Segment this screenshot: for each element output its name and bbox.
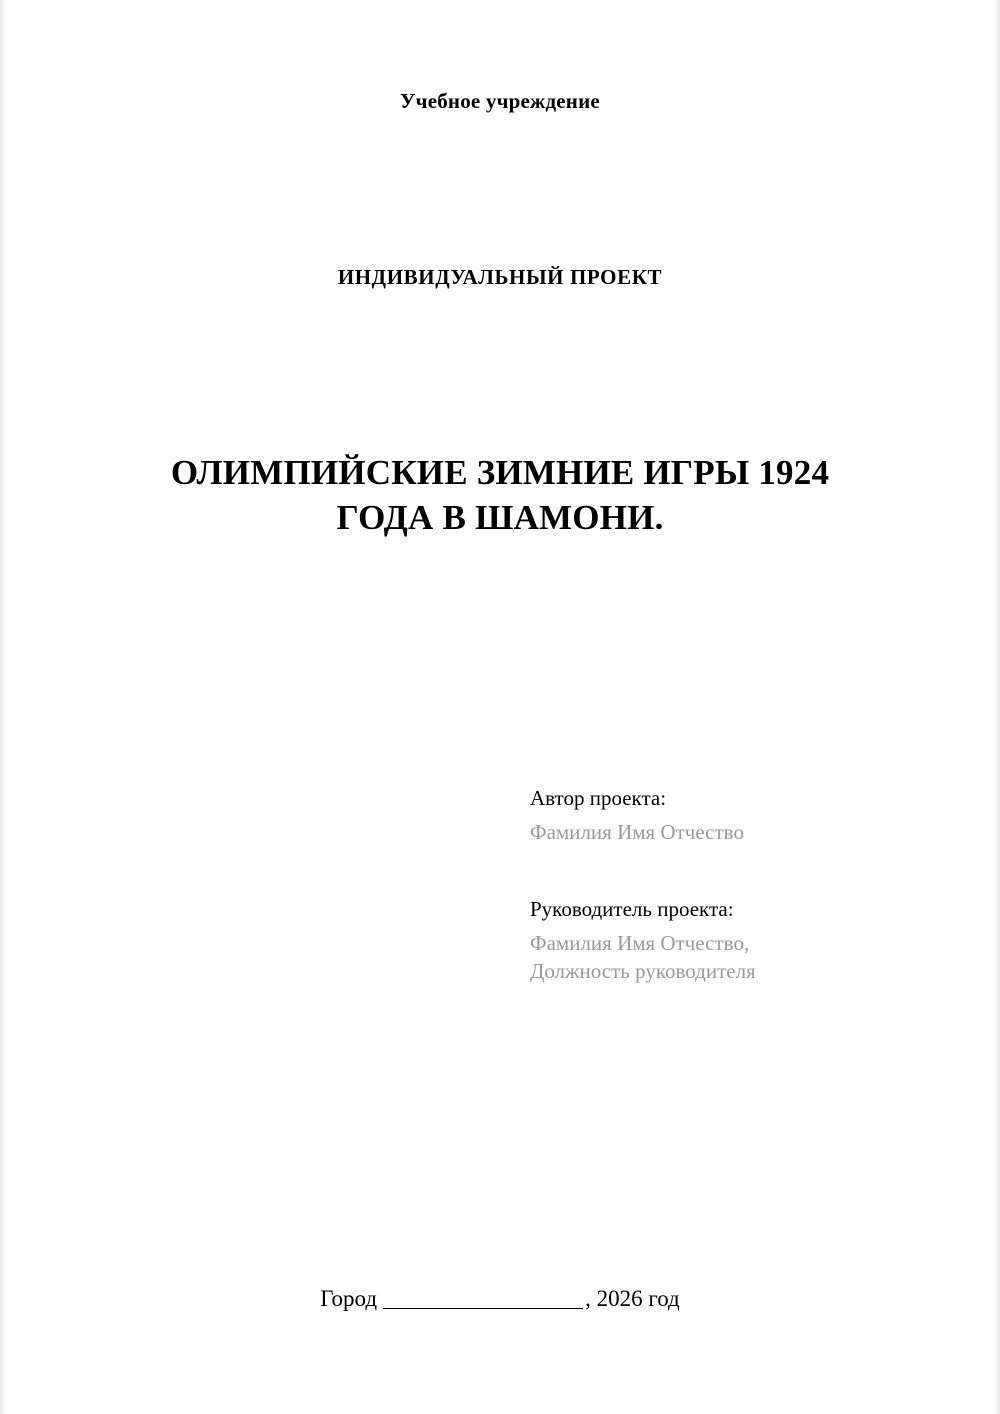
city-label: Город xyxy=(320,1286,378,1311)
year-text: , 2026 год xyxy=(585,1286,680,1311)
supervisor-name-placeholder: Фамилия Имя Отчество, xyxy=(530,931,750,956)
author-name-placeholder: Фамилия Имя Отчество xyxy=(530,820,744,845)
supervisor-label: Руководитель проекта: xyxy=(530,896,734,921)
credits-block xyxy=(530,784,950,986)
institution-name: Учебное учреждение xyxy=(400,89,600,113)
supervisor-position-placeholder: Должность руководителя xyxy=(530,959,756,984)
page-title: ОЛИМПИЙСКИЕ ЗИМНИЕ ИГРЫ 1924 ГОДА В ШАМОНИ. xyxy=(170,453,830,538)
city-fill-line xyxy=(383,1308,583,1309)
author-label: Автор проекта: xyxy=(530,786,667,810)
credits-spacer xyxy=(530,847,950,895)
page-footer xyxy=(0,1286,1000,1312)
document-type-heading: ИНДИВИДУАЛЬНЫЙ ПРОЕКТ xyxy=(337,265,663,289)
